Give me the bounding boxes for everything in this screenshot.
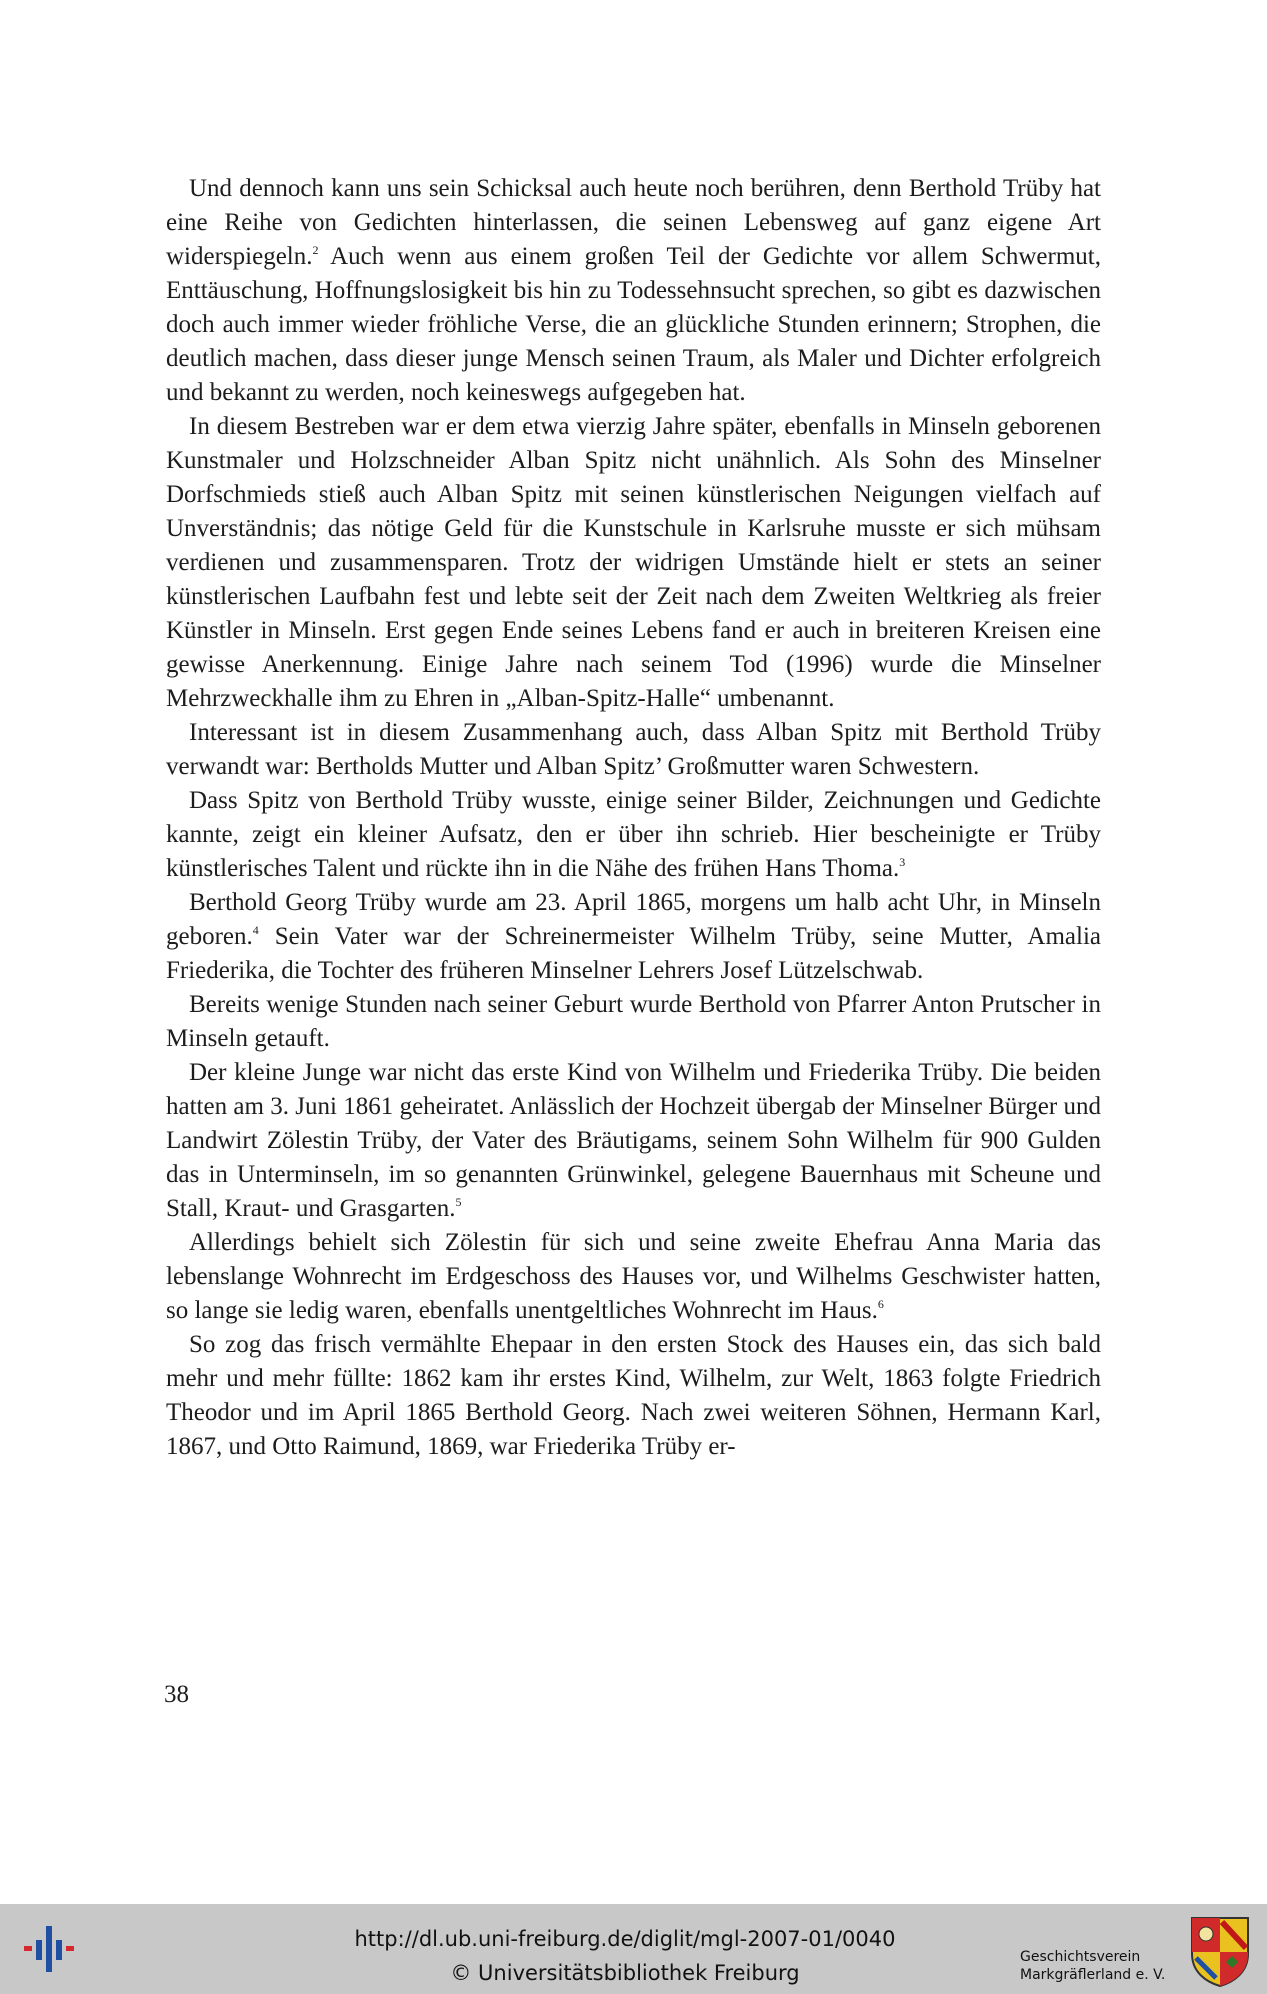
body-paragraph (166, 1226, 1101, 1328)
body-paragraph (166, 784, 1101, 886)
footnote-marker[interactable]: 3 (899, 855, 906, 869)
paragraph-text: Bereits wenige Stunden nach seiner Geburt wurde Berthold von Pfarrer Anton Prutscher in Minseln getauft. (166, 991, 1101, 1052)
body-paragraph (166, 886, 1101, 988)
footer-copyright: © Universitätsbibliothek Freiburg (450, 1961, 800, 1985)
ub-freiburg-logo-icon (22, 1922, 82, 1978)
footer-url-link[interactable]: http://dl.ub.uni-freiburg.de/diglit/mgl-2007-01/0040 (354, 1927, 896, 1951)
coat-of-arms-icon (1188, 1914, 1252, 1988)
paragraph-text: So zog das frisch vermählte Ehepaar in den ersten Stock des Hauses ein, das sich bald mehr und mehr füllte: 1862 kam ihr erstes Kind, Wilhelm, zur Welt, 1863 folgte Friedrich Theodor und im April 1865 Berthold Georg. Nach zwei weiteren Söhnen, Hermann Karl, 1867, und Otto Raimund, 1869, war Friederika Trüby er- (166, 1331, 1101, 1460)
paragraph-text: Berthold Georg Trüby wurde am 23. April 1865, morgens um halb acht Uhr, in Minseln geboren. (166, 889, 1101, 950)
body-paragraph (166, 410, 1101, 716)
body-paragraph (166, 716, 1101, 784)
paragraph-text: Sein Vater war der Schreinermeister Wilhelm Trüby, seine Mutter, Amalia Friederika, die Tochter des früheren Minselner Lehrers Josef Lützelschwab. (166, 923, 1101, 984)
paragraph-text: Auch wenn aus einem großen Teil der Gedichte vor allem Schwermut, Enttäuschung, Hoffnungslosigkeit bis hin zu Todessehnsucht sprechen, so gibt es dazwischen doch auch immer wieder fröhliche Verse, die an glückliche Stunden erinnern; Strophen, die deutlich machen, dass dieser junge Mensch seinen Traum, als Maler und Dichter erfolgreich und bekannt zu werden, noch keineswegs aufgegeben hat. (166, 243, 1101, 406)
body-paragraph (166, 172, 1101, 410)
footnote-marker[interactable]: 4 (252, 923, 259, 937)
society-name-line1: Geschichtsverein (1020, 1949, 1141, 1965)
footnote-marker[interactable]: 2 (312, 243, 319, 257)
page-body (166, 172, 1101, 1464)
footer-bar (0, 1904, 1267, 1994)
society-name (1020, 1948, 1190, 1984)
body-paragraph (166, 1328, 1101, 1464)
body-paragraph (166, 988, 1101, 1056)
paragraph-text: Dass Spitz von Berthold Trüby wusste, einige seiner Bilder, Zeichnungen und Gedichte kannte, zeigt ein kleiner Aufsatz, den er über ihn schrieb. Hier bescheinigte er Trüby künstlerisches Talent und rückte ihn in die Nähe des frühen Hans Thoma. (166, 787, 1101, 882)
footnote-marker[interactable]: 5 (455, 1195, 462, 1209)
footnote-marker[interactable]: 6 (877, 1297, 884, 1311)
paragraph-text: Interessant ist in diesem Zusammenhang auch, dass Alban Spitz mit Berthold Trüby verwandt war: Bertholds Mutter und Alban Spitz’ Großmutter waren Schwestern. (166, 719, 1101, 780)
paragraph-text: Allerdings behielt sich Zölestin für sich und seine zweite Ehefrau Anna Maria das lebenslange Wohnrecht im Erdgeschoss des Hauses vor, und Wilhelms Geschwister hatten, so lange sie ledig waren, ebenfalls unentgeltliches Wohnrecht im Haus. (166, 1229, 1101, 1324)
paragraph-text: In diesem Bestreben war er dem etwa vierzig Jahre später, ebenfalls in Minseln geborenen Kunstmaler und Holzschneider Alban Spitz nicht unähnlich. Als Sohn des Minselner Dorfschmieds stieß auch Alban Spitz mit seinen künstlerischen Neigungen vielfach auf Unverständnis; das nötige Geld für die Kunstschule in Karlsruhe musste er sich mühsam verdienen und zusammensparen. Trotz der widrigen Umstände hielt er stets an seiner künstlerischen Laufbahn fest und lebte seit der Zeit nach dem Zweiten Weltkrieg als freier Künstler in Minseln. Erst gegen Ende seines Lebens fand er auch in breiteren Kreisen eine gewisse Anerkennung. Einige Jahre nach seinem Tod (1996) wurde die Minselner Mehrzweckhalle ihm zu Ehren in „Alban-Spitz-Halle“ umbenannt. (166, 413, 1101, 712)
society-name-line2: Markgräflerland e. V. (1020, 1967, 1166, 1983)
body-paragraph (166, 1056, 1101, 1226)
page-number: 38 (164, 1681, 189, 1708)
paragraph-text: Und dennoch kann uns sein Schicksal auch heute noch berühren, denn Berthold Trüby hat eine Reihe von Gedichten hinterlassen, die seinen Lebensweg auf ganz eigene Art widerspiegeln. (166, 175, 1101, 270)
paragraph-text: Der kleine Junge war nicht das erste Kind von Wilhelm und Friederika Trüby. Die beiden hatten am 3. Juni 1861 geheiratet. Anlässlich der Hochzeit übergab der Minselner Bürger und Landwirt Zölestin Trüby, der Vater des Bräutigams, seinem Sohn Wilhelm für 900 Gulden das in Unterminseln, im so genannten Grünwinkel, gelegene Bauernhaus mit Scheune und Stall, Kraut- und Grasgarten. (166, 1059, 1101, 1222)
